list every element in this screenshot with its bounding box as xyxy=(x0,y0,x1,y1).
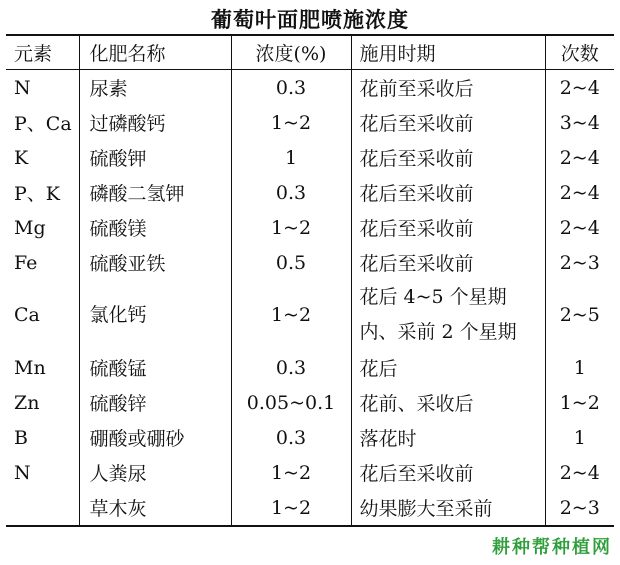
header-application-period: 施用时期 xyxy=(351,35,545,70)
cell-application-period-line: 花后 4~5 个星期 xyxy=(359,286,507,308)
header-element: 元素 xyxy=(6,35,79,70)
cell-application-period: 花后至采收前 xyxy=(351,140,545,175)
cell-application-period: 花前、采收后 xyxy=(351,385,545,420)
cell-element: Zn xyxy=(14,391,40,414)
cell-times: 2~3 xyxy=(545,245,614,280)
cell-application-period: 花后至采收前 xyxy=(351,105,545,140)
cell-application-period xyxy=(351,280,545,350)
table-row xyxy=(6,140,614,175)
cell-fertilizer-name: 磷酸二氢钾 xyxy=(79,175,231,210)
cell-concentration: 1~2 xyxy=(231,280,351,350)
cell-times: 2~4 xyxy=(545,455,614,490)
cell-fertilizer-name: 硼酸或硼砂 xyxy=(79,420,231,455)
header-concentration: 浓度(%) xyxy=(231,35,351,70)
cell-concentration: 1~2 xyxy=(231,455,351,490)
cell-element: B xyxy=(14,426,28,449)
cell-fertilizer-name: 硫酸镁 xyxy=(79,210,231,245)
table-row xyxy=(6,210,614,245)
cell-application-period: 花后至采收前 xyxy=(351,245,545,280)
cell-fertilizer-name: 尿素 xyxy=(79,70,231,106)
table-row xyxy=(6,280,614,350)
table-row xyxy=(6,105,614,140)
cell-concentration: 1~2 xyxy=(231,490,351,526)
cell-fertilizer-name: 硫酸锰 xyxy=(79,350,231,385)
table-row xyxy=(6,385,614,420)
table-row xyxy=(6,70,614,106)
cell-application-period-line: 内、采前 2 个星期 xyxy=(359,321,517,343)
table-row xyxy=(6,420,614,455)
cell-application-period: 花前至采收后 xyxy=(351,70,545,106)
cell-times: 1 xyxy=(545,350,614,385)
cell-element: Mn xyxy=(14,356,46,379)
cell-application-period: 花后至采收前 xyxy=(351,175,545,210)
cell-element: P、K xyxy=(14,183,60,205)
cell-fertilizer-name: 氯化钙 xyxy=(79,280,231,350)
cell-times: 2~3 xyxy=(545,490,614,526)
cell-concentration: 0.3 xyxy=(231,420,351,455)
cell-application-period: 花后至采收前 xyxy=(351,455,545,490)
cell-element xyxy=(6,490,79,526)
cell-concentration: 0.3 xyxy=(231,175,351,210)
cell-fertilizer-name: 硫酸锌 xyxy=(79,385,231,420)
site-watermark: 耕种帮种植网 xyxy=(492,537,612,558)
cell-application-period: 落花时 xyxy=(351,420,545,455)
cell-application-period: 花后 xyxy=(351,350,545,385)
cell-fertilizer-name: 草木灰 xyxy=(79,490,231,526)
cell-times: 2~4 xyxy=(545,70,614,106)
table-row xyxy=(6,350,614,385)
cell-times: 2~4 xyxy=(545,140,614,175)
cell-element: Mg xyxy=(14,216,46,239)
header-fertilizer-name: 化肥名称 xyxy=(79,35,231,70)
cell-times: 1~2 xyxy=(545,385,614,420)
cell-times: 3~4 xyxy=(545,105,614,140)
cell-element: N xyxy=(14,76,31,99)
cell-concentration: 0.3 xyxy=(231,70,351,106)
cell-concentration: 0.3 xyxy=(231,350,351,385)
table-row xyxy=(6,490,614,526)
cell-fertilizer-name: 过磷酸钙 xyxy=(79,105,231,140)
cell-element: P、Ca xyxy=(14,113,72,135)
cell-concentration: 1 xyxy=(231,140,351,175)
header-times: 次数 xyxy=(545,35,614,70)
cell-concentration: 1~2 xyxy=(231,105,351,140)
cell-fertilizer-name: 硫酸亚铁 xyxy=(79,245,231,280)
cell-element: K xyxy=(14,146,29,169)
cell-times: 2~4 xyxy=(545,175,614,210)
table-header-row xyxy=(6,35,614,70)
table-row xyxy=(6,455,614,490)
cell-application-period: 花后至采收前 xyxy=(351,210,545,245)
cell-fertilizer-name: 人粪尿 xyxy=(79,455,231,490)
cell-concentration: 0.05~0.1 xyxy=(231,385,351,420)
cell-application-period: 幼果膨大至采前 xyxy=(351,490,545,526)
cell-times: 2~5 xyxy=(545,280,614,350)
cell-fertilizer-name: 硫酸钾 xyxy=(79,140,231,175)
cell-element: N xyxy=(14,461,31,484)
cell-concentration: 0.5 xyxy=(231,245,351,280)
table-row xyxy=(6,175,614,210)
cell-element: Fe xyxy=(14,251,38,274)
cell-times: 2~4 xyxy=(545,210,614,245)
fertilizer-spray-table xyxy=(6,34,614,527)
table-title: 葡萄叶面肥喷施浓度 xyxy=(211,7,409,32)
table-row xyxy=(6,245,614,280)
cell-element: Ca xyxy=(14,303,40,326)
cell-times: 1 xyxy=(545,420,614,455)
cell-concentration: 1~2 xyxy=(231,210,351,245)
